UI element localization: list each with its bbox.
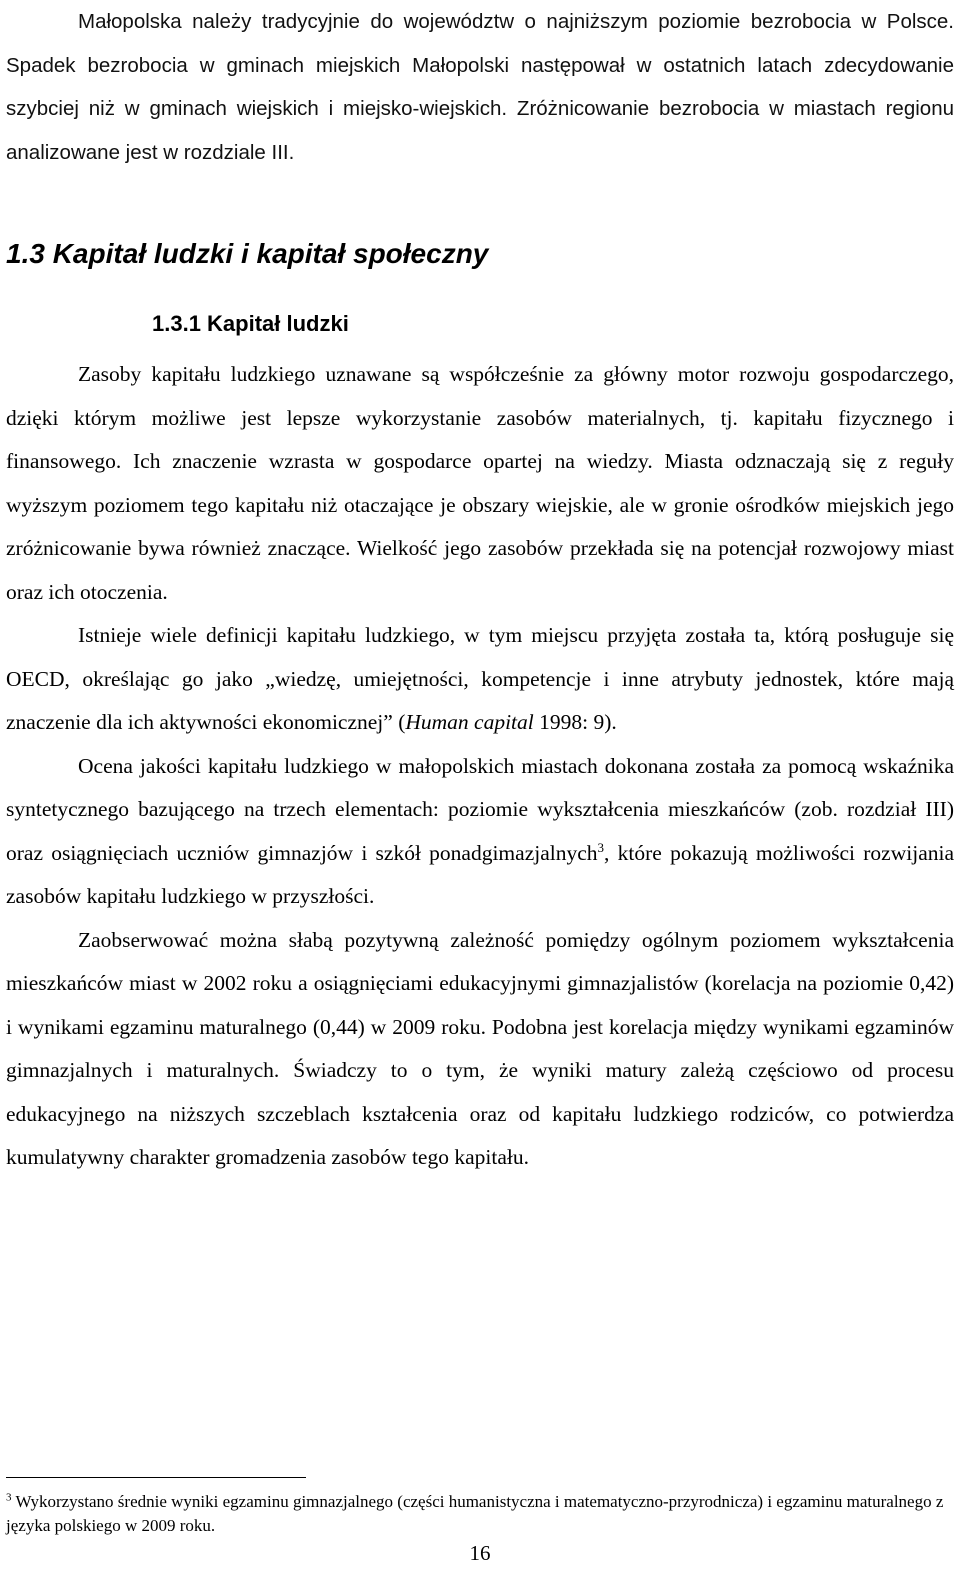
paragraph-2-italic-citation: Human capital (405, 710, 534, 734)
subsection-heading: 1.3.1 Kapitał ludzki (152, 311, 349, 336)
paragraph-4: Zaobserwować można słabą pozytywną zależność pomiędzy ogólnym poziomem wykształcenia mieszkańców miast w 2002 roku a osiągnięciami edukacyjnymi gimnazjalistów (korelacja na poziomie 0,42) i wynikami egzaminu maturalnego (0,44) w 2009 roku. Podobna jest korelacja między wynikami egzaminów gimnazjalnych i maturalnych. Świadczy to o tym, że wyniki matury zależą częściowo od procesu edukacyjnego na niższych szczeblach kształcenia oraz od kapitału ludzkiego rodziców, co potwierdza kumulatywny charakter gromadzenia zasobów tego kapitału. (6, 927, 954, 1169)
paragraph-3 (6, 745, 954, 919)
footnote-text: Wykorzystano średnie wyniki egzaminu gimnazjalnego (części humanistyczna i matematyczno-przyrodnicza) i egzaminu maturalnego z języka polskiego w 2009 roku. (6, 1492, 944, 1535)
footnote-reference[interactable]: 3 (597, 839, 605, 855)
paragraph-3-text-a: Ocena jakości kapitału ludzkiego w małopolskich miastach dokonana została za pomocą wskaźnika syntetycznego bazującego na trzech elementach: poziomie wykształcenia mieszkańców (zob. rozdział III) oraz osiągnięciach uczniów gimnazjów i szkół ponadgimazjalnych (6, 753, 954, 865)
section-heading: 1.3 Kapitał ludzki i kapitał społeczny (6, 238, 489, 269)
page-number: 16 (469, 1541, 491, 1565)
paragraph-1: Zasoby kapitału ludzkiego uznawane są współcześnie za główny motor rozwoju gospodarczego, dzięki którym możliwe jest lepsze wykorzystanie zasobów materialnych, tj. kapitału fizycznego i finansowego. Ich znaczenie wzrasta w gospodarce opartej na wiedzy. Miasta odznaczają się z reguły wyższym poziomem tego kapitału niż otaczające je obszary wiejskie, ale w gronie ośrodków miejskich jego zróżnicowanie bywa również znaczące. Wielkość jego zasobów przekłada się na potencjał rozwojowy miast oraz ich otoczenia. (6, 362, 954, 604)
paragraph-2-text-b: 1998: 9). (533, 710, 617, 734)
paragraph-3-text-b: , które pokazują możliwości rozwijania zasobów kapitału ludzkiego w przyszłości. (6, 840, 955, 908)
subsection-body (6, 353, 954, 1180)
intro-paragraph: Małopolska należy tradycyjnie do województw o najniższym poziomie bezrobocia w Polsce. Spadek bezrobocia w gminach miejskich Małopolski następował w ostatnich latach zdecydowanie szybciej niż w gminach wiejskich i miejsko-wiejskich. Zróżnicowanie bezrobocia w miastach regionu analizowane jest w rozdziale III. (6, 10, 954, 164)
paragraph-2 (6, 614, 954, 745)
intro-block (6, 0, 954, 174)
footnote-divider (6, 1477, 306, 1478)
footnote (6, 1490, 954, 1538)
footnote-marker: 3 (6, 1491, 12, 1504)
paragraph-2-text-a: Istnieje wiele definicji kapitału ludzkiego, w tym miejscu przyjęta została ta, którą posługuje się OECD, określając go jako „wiedzę, umiejętności, kompetencje i inne atrybuty jednostek, które mają znaczenie dla ich aktywności ekonomicznej” ( (6, 623, 954, 734)
